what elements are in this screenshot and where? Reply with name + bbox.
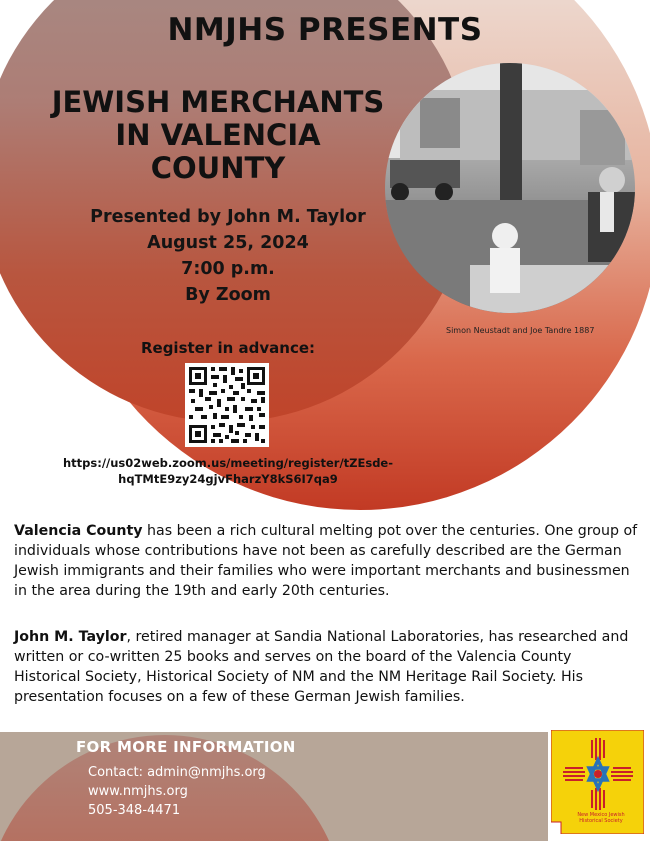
registration-url-line: https://us02web.zoom.us/meeting/register/tZEsde-: [62, 456, 394, 470]
photo-caption: Simon Neustadt and Joe Tandre 1887: [446, 326, 595, 335]
registration-url-line: hqTMtE9zy24gjvFharzY8kS6I7qa9: [118, 472, 338, 486]
bio-lead: John M. Taylor: [14, 629, 127, 645]
logo-line2: Historical Society: [579, 818, 623, 824]
phone-number: 505-348-4471: [88, 803, 181, 818]
event-details: [0, 204, 456, 308]
logo-line1: New Mexico Jewish: [577, 812, 625, 818]
website-link[interactable]: www.nmjhs.org: [88, 784, 188, 799]
presenter: Presented by John M. Taylor: [90, 207, 366, 227]
contact-email[interactable]: Contact: admin@nmjhs.org: [88, 765, 266, 780]
info-heading: FOR MORE INFORMATION: [76, 738, 296, 756]
bio-text: , retired manager at Sandia National Laboratories, has researched and written or co-written 25 books and serves on the board of the Valencia County Historical Society, Historical Society of NM and the NM Heritage Rail Society. His presentation focuses on a few of these German Jewish families.: [14, 629, 629, 705]
nmjhs-logo: [551, 730, 644, 834]
event-title: [0, 86, 436, 185]
presenter-bio-paragraph: [14, 627, 640, 707]
event-title-line: COUNTY: [150, 151, 286, 185]
event-date: August 25, 2024: [147, 233, 309, 253]
event-time: 7:00 p.m.: [181, 259, 275, 279]
intro-paragraph: [14, 521, 640, 601]
registration-link[interactable]: [30, 455, 426, 487]
qr-code: [185, 363, 269, 447]
presents-heading: NMJHS PRESENTS: [167, 12, 483, 48]
event-title-line: IN VALENCIA: [115, 118, 321, 152]
event-format: By Zoom: [185, 285, 271, 305]
intro-text: has been a rich cultural melting pot over the centuries. One group of individuals whose contributions have not been as carefully described are the German Jewish immigrants and their families who were important merchants and businessmen in the area during the 19th and early 20th centuries.: [14, 523, 638, 599]
register-label: Register in advance:: [140, 339, 316, 357]
event-title-line: JEWISH MERCHANTS: [51, 85, 385, 119]
intro-lead: Valencia County: [14, 523, 143, 539]
